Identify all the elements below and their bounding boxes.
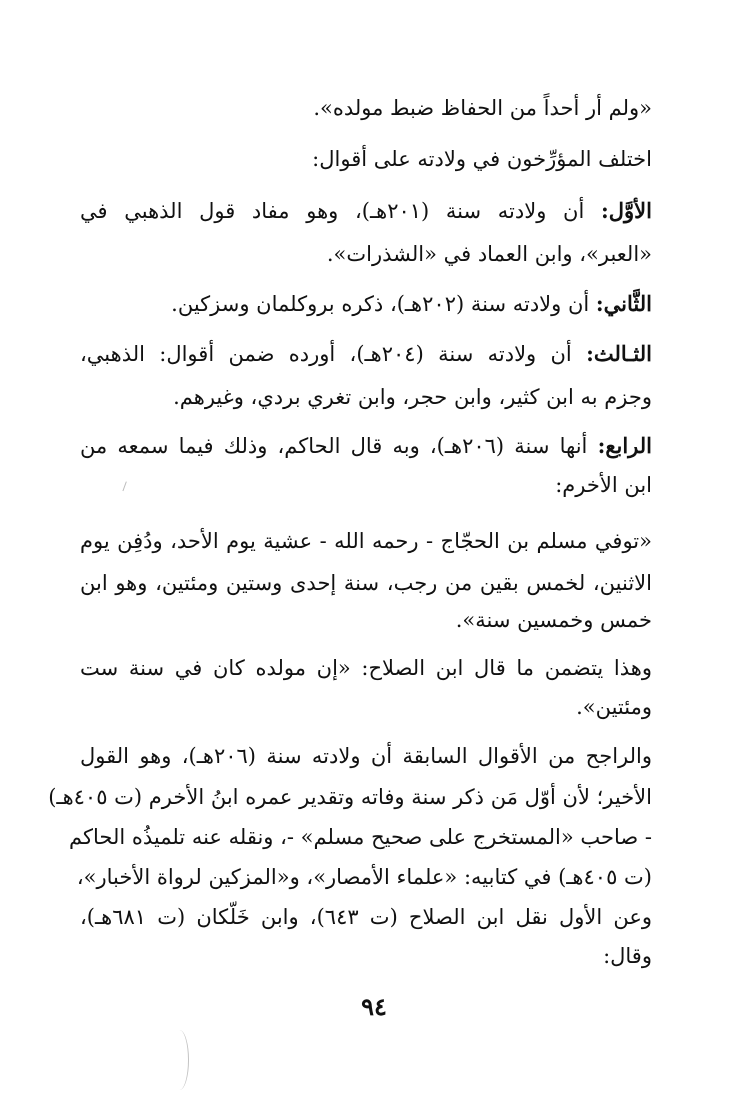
text-line-6 (80, 332, 652, 376)
text-line-8 (80, 424, 652, 468)
text-line-12 (80, 598, 652, 642)
text-line-7-content: وجزم به ابن كثير، وابن حجر، وابن تغري بردي، وغيرهم. (173, 385, 652, 409)
second-opinion-heading: الثَّاني: (595, 291, 652, 316)
text-line-10 (80, 519, 652, 563)
text-line-9-content: ابن الأخرم: (555, 473, 652, 497)
text-line-2-content: اختلف المؤرِّخون في ولادته على أقوال: (312, 147, 652, 171)
text-line-13 (80, 646, 652, 690)
text-line-1-content: «ولم أر أحداً من الحفاظ ضبط مولده». (313, 96, 652, 120)
text-line-15-content: والراجح من الأقوال السابقة أن ولادته سنة (٢٠٦هـ)، وهو القول (80, 744, 652, 768)
text-line-20 (80, 934, 652, 978)
text-line-16-content: الأخير؛ لأن أوّل مَن ذكر سنة وفاته وتقدير عمره ابنُ الأخرم (ت ٤٠٥هـ) (48, 785, 652, 809)
text-line-4 (80, 232, 652, 276)
text-line-11-content: الاثنين، لخمس بقين من رجب، سنة إحدى وستين ومئتين، وهو ابن (80, 571, 652, 595)
text-line-14 (80, 685, 652, 729)
first-opinion-heading: الأوَّل: (601, 198, 652, 223)
text-line-14-content: ومئتين». (576, 695, 652, 719)
text-line-12-content: خمس وخمسين سنة». (455, 608, 652, 632)
text-line-10-content: «توفي مسلم بن الحجّاج - رحمه الله - عشية يوم الأحد، ودُفِن يوم (80, 529, 652, 553)
text-line-7 (80, 375, 652, 419)
third-opinion-heading: الثـالث: (586, 341, 652, 366)
fourth-opinion-heading: الرابع: (597, 433, 652, 458)
text-line-9 (80, 463, 652, 507)
text-line-5-content: أن ولادته سنة (٢٠٢هـ)، ذكره بروكلمان وسزكين. (171, 292, 590, 316)
text-line-8-content: أنها سنة (٢٠٦هـ)، وبه قال الحاكم، وذلك فيما سمعه من (80, 434, 588, 458)
text-line-20-content: وقال: (603, 944, 652, 968)
text-line-2 (80, 137, 652, 181)
scan-edge-mark (170, 1030, 189, 1090)
text-line-6-content: أن ولادته سنة (٢٠٤هـ)، أورده ضمن أقوال: الذهبي، (80, 342, 572, 366)
text-line-18-content: (ت ٤٠٥هـ) في كتابيه: «علماء الأمصار»، و«المزكين لرواة الأخبار»، (76, 865, 652, 889)
text-line-17 (69, 815, 652, 859)
text-line-19 (80, 895, 652, 939)
text-line-3-content: أن ولادته سنة (٢٠١هـ)، وهو مفاد قول الذهبي في (80, 199, 585, 223)
text-line-17-content: - صاحب «المستخرج على صحيح مسلم» -، ونقله عنه تلميذُه الحاكم (69, 825, 652, 849)
text-line-5 (80, 282, 652, 326)
text-line-16 (48, 775, 652, 819)
page-number: ٩٤ (361, 992, 387, 1021)
text-line-15 (80, 734, 652, 778)
text-line-3 (80, 189, 652, 233)
text-line-19-content: وعن الأول نقل ابن الصلاح (ت ٦٤٣)، وابن خَلّكان (ت ٦٨١هـ)، (80, 905, 653, 929)
text-line-1 (80, 86, 652, 130)
text-line-18 (76, 855, 652, 899)
text-line-13-content: وهذا يتضمن ما قال ابن الصلاح: «إن مولده كان في سنة ست (80, 656, 652, 680)
text-line-4-content: «العبر»، وابن العماد في «الشذرات». (326, 242, 652, 266)
